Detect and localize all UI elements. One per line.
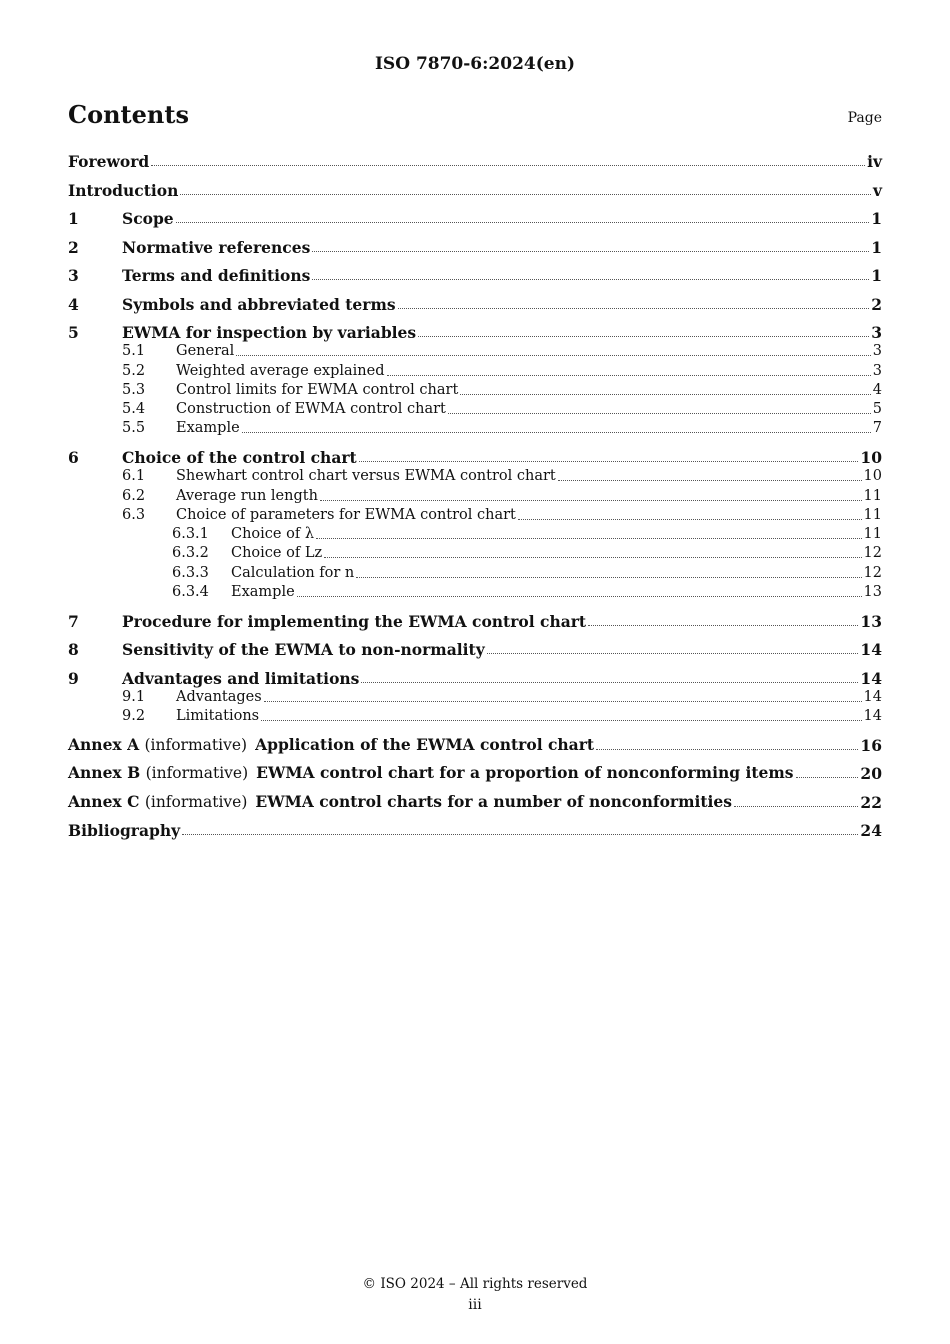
toc-entry-number: 6.3.4 <box>172 584 209 601</box>
toc-entry-page: 2 <box>871 294 882 314</box>
toc-entry-page: 3 <box>872 343 882 360</box>
annex-title: EWMA control chart for a proportion of nonconforming items <box>256 763 794 783</box>
toc-entry-title <box>68 792 732 812</box>
toc-entry-number: 1 <box>68 209 79 228</box>
toc-entry[interactable] <box>68 640 882 659</box>
toc-entry-page: v <box>872 180 882 200</box>
toc-entry[interactable] <box>68 688 882 707</box>
toc-entry-title: Normative references <box>122 237 311 257</box>
toc-entry-number: 2 <box>68 237 79 257</box>
toc-entry-number: 9.2 <box>122 708 146 725</box>
toc-entry-number: 5.3 <box>122 381 146 398</box>
toc-entry-number: 6.1 <box>122 468 146 485</box>
toc-dot-leader <box>312 278 869 280</box>
toc-dot-leader <box>264 700 862 702</box>
toc-dot-leader <box>312 250 869 252</box>
toc-entry-page: 13 <box>863 584 882 601</box>
toc-dot-leader <box>180 193 871 195</box>
toc-dot-leader <box>316 537 862 539</box>
toc-entry-number: 6.3 <box>122 506 146 523</box>
document-id: ISO 7870-6:2024(en) <box>374 54 575 74</box>
toc-entry-number: 8 <box>68 640 79 660</box>
toc-dot-leader <box>518 518 862 520</box>
toc-entry-title: Choice of λ <box>231 526 315 543</box>
toc-dot-leader <box>151 164 865 166</box>
toc-entry-page: 16 <box>860 735 882 755</box>
annex-informative-label: (informative) <box>145 764 249 783</box>
toc-entry[interactable] <box>68 793 882 812</box>
toc-entry-page: 7 <box>872 420 882 437</box>
toc-entry[interactable] <box>68 467 882 486</box>
toc-dot-leader <box>176 221 870 223</box>
toc-entry[interactable] <box>68 583 882 602</box>
toc-entry[interactable] <box>68 669 882 688</box>
toc-entry-number: 9 <box>68 668 79 688</box>
page-number: iii <box>468 1297 482 1313</box>
toc-entry[interactable] <box>68 764 882 783</box>
toc-dot-leader <box>596 748 858 750</box>
toc-entry-page: 5 <box>872 401 882 418</box>
toc-entry-number: 5 <box>68 323 79 342</box>
toc-entry-page: 1 <box>871 237 882 257</box>
toc-entry-page: 11 <box>863 506 882 523</box>
toc-entry[interactable] <box>68 544 882 563</box>
annex-title: Application of the EWMA control chart <box>255 734 595 754</box>
toc-dot-leader <box>361 681 858 683</box>
toc-entry-page: 13 <box>860 611 882 631</box>
toc-dot-leader <box>236 354 870 356</box>
toc-entry-page: 12 <box>863 545 882 562</box>
toc-entry[interactable] <box>68 564 882 583</box>
annex-informative-label: (informative) <box>144 735 248 754</box>
toc-entry[interactable] <box>68 342 882 361</box>
toc-entry-number: 5.2 <box>122 362 146 379</box>
toc-entry-number: 6.3.3 <box>172 564 209 581</box>
toc-entry-page: iv <box>867 152 882 171</box>
copyright-notice: © ISO 2024 – All rights reserved <box>362 1276 588 1292</box>
toc-entry[interactable] <box>68 525 882 544</box>
toc-entry-number: 7 <box>68 611 79 631</box>
toc-entry-page: 11 <box>863 526 882 543</box>
toc-entry-page: 14 <box>860 668 882 688</box>
annex-label: Annex A <box>68 734 140 754</box>
toc-entry-page: 1 <box>871 266 882 285</box>
toc-entry-page: 10 <box>863 468 882 485</box>
toc-entry-page: 20 <box>860 764 882 784</box>
toc-dot-leader <box>387 374 871 376</box>
toc-entry-title: Weighted average explained <box>176 362 385 379</box>
toc-entry[interactable] <box>68 506 882 525</box>
toc-entry[interactable] <box>68 209 882 228</box>
toc-dot-leader <box>588 624 858 626</box>
toc-entry-number: 6.3.2 <box>172 545 209 562</box>
toc-dot-leader <box>418 335 869 337</box>
toc-dot-leader <box>324 556 861 558</box>
toc-entry-page: 12 <box>863 564 882 581</box>
toc-entry-title: Scope <box>122 209 174 228</box>
toc-entry-number: 6 <box>68 447 79 467</box>
toc-dot-leader <box>398 307 870 309</box>
toc-entry[interactable] <box>68 400 882 419</box>
toc-entry-page: 4 <box>872 381 882 398</box>
toc-entry[interactable] <box>68 448 882 467</box>
toc-entry[interactable] <box>68 612 882 631</box>
toc-entry-title: Bibliography <box>68 821 181 841</box>
toc-dot-leader <box>320 499 862 501</box>
toc-entry-title: Terms and definitions <box>122 266 311 285</box>
toc-entry-title <box>68 735 594 755</box>
toc-entry-number: 6.3.1 <box>172 526 209 543</box>
toc-entry[interactable] <box>68 266 882 285</box>
toc-entry-title: Calculation for n <box>231 564 355 581</box>
toc-entry[interactable] <box>68 295 882 314</box>
toc-entry-page: 14 <box>860 640 882 660</box>
table-of-contents <box>68 152 882 840</box>
toc-entry-title: Choice of parameters for EWMA control chart <box>176 506 516 523</box>
contents-title: Contents <box>68 100 189 129</box>
toc-entry-title: Limitations <box>176 708 260 725</box>
toc-entry[interactable] <box>68 487 882 506</box>
toc-dot-leader <box>297 595 862 597</box>
toc-entry-title: EWMA for inspection by variables <box>122 323 417 342</box>
toc-entry-title: Choice of the control chart <box>122 447 357 467</box>
toc-entry-page: 14 <box>863 688 882 705</box>
toc-entry-page: 11 <box>863 487 882 504</box>
toc-entry-title: Example <box>176 420 240 437</box>
toc-entry-title: Sensitivity of the EWMA to non-normality <box>122 640 485 660</box>
toc-dot-leader <box>734 805 858 807</box>
toc-entry[interactable] <box>68 238 882 257</box>
toc-entry-page: 10 <box>860 447 882 467</box>
toc-dot-leader <box>796 776 859 778</box>
toc-entry-title: Introduction <box>68 180 179 200</box>
toc-entry-title: Choice of Lz <box>231 545 323 562</box>
annex-label: Annex C <box>68 791 140 811</box>
toc-dot-leader <box>448 412 871 414</box>
toc-entry-title: Construction of EWMA control chart <box>176 401 446 418</box>
toc-entry-page: 24 <box>860 821 882 841</box>
toc-entry-title: Procedure for implementing the EWMA control chart <box>122 611 587 631</box>
toc-entry[interactable] <box>68 736 882 755</box>
toc-dot-leader <box>558 479 862 481</box>
toc-entry-number: 5.5 <box>122 420 146 437</box>
toc-dot-leader <box>261 719 861 721</box>
toc-entry[interactable] <box>68 707 882 726</box>
toc-entry-title: Average run length <box>176 487 318 504</box>
annex-title: EWMA control charts for a number of nonconformities <box>255 791 733 811</box>
toc-entry-title: Foreword <box>68 152 150 171</box>
toc-entry-title: Symbols and abbreviated terms <box>122 294 396 314</box>
toc-entry-title: Example <box>231 584 295 601</box>
toc-entry[interactable] <box>68 381 882 400</box>
toc-entry[interactable] <box>68 323 882 342</box>
toc-entry[interactable] <box>68 181 882 200</box>
toc-entry-title: Advantages <box>176 688 262 705</box>
toc-dot-leader <box>460 393 870 395</box>
toc-entry-title: Advantages and limitations <box>122 668 360 688</box>
toc-entry-page: 3 <box>872 362 882 379</box>
annex-label: Annex B <box>68 763 141 783</box>
toc-entry-number: 4 <box>68 294 79 314</box>
toc-entry-title <box>68 763 794 783</box>
toc-entry-number: 6.2 <box>122 487 146 504</box>
toc-entry-page: 22 <box>860 792 882 812</box>
toc-dot-leader <box>487 652 859 654</box>
toc-dot-leader <box>359 460 859 462</box>
toc-entry-title: Shewhart control chart versus EWMA control chart <box>176 468 556 485</box>
toc-entry-title: Control limits for EWMA control chart <box>176 381 459 398</box>
toc-entry[interactable] <box>68 419 882 438</box>
page-column-label: Page <box>847 110 882 126</box>
toc-entry-number: 5.1 <box>122 343 146 360</box>
toc-entry-number: 5.4 <box>122 401 146 418</box>
toc-entry[interactable] <box>68 821 882 840</box>
toc-entry-number: 3 <box>68 266 79 285</box>
toc-dot-leader <box>356 576 861 578</box>
toc-entry[interactable] <box>68 152 882 171</box>
toc-dot-leader <box>182 833 858 835</box>
toc-entry-number: 9.1 <box>122 688 146 705</box>
toc-entry-title: General <box>176 343 235 360</box>
toc-dot-leader <box>242 431 871 433</box>
toc-entry[interactable] <box>68 362 882 381</box>
toc-entry-page: 3 <box>871 323 882 342</box>
toc-entry-page: 14 <box>863 708 882 725</box>
toc-entry-page: 1 <box>871 209 882 228</box>
annex-informative-label: (informative) <box>144 792 248 811</box>
